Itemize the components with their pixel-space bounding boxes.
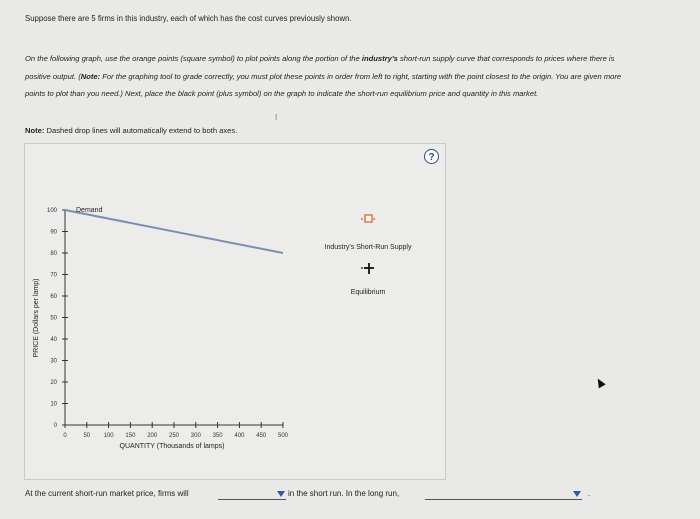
x-tick-label: 450 <box>256 433 267 439</box>
demand-series[interactable] <box>65 210 283 253</box>
x-tick-label: 400 <box>234 433 245 439</box>
instr-part1: On the following graph, use the orange points (square symbol) to plot points along the portion of the <box>25 54 362 63</box>
firms-will-dropdown[interactable] <box>218 489 286 500</box>
note-body: Dashed drop lines will automatically extend to both axes. <box>44 126 238 135</box>
bottom-sentence <box>25 489 189 498</box>
x-tick-label: 500 <box>277 433 289 439</box>
y-tick-label: 80 <box>50 251 57 257</box>
instr-part3: For the graphing tool to grade correctly, you must plot these points in order from left to right, starting with the point closest to the origin. You are given more points to plot than you need.) Next, place the black point (plus symbol) on the graph to indicate the short-run equilibrium price and quantity in this market. <box>25 71 622 98</box>
y-tick-label: 10 <box>50 401 57 408</box>
equilibrium-legend-label: Equilibrium <box>350 289 386 296</box>
supply-tool-icon[interactable] <box>361 215 376 222</box>
instr-bold-industry: industry's <box>361 54 398 63</box>
bottom-period: . <box>588 489 591 498</box>
chevron-down-icon <box>277 491 285 497</box>
y-tick-label: 90 <box>50 229 57 236</box>
chevron-down-icon <box>573 491 581 497</box>
y-tick-label: 70 <box>50 272 57 279</box>
x-tick-label: 100 <box>103 433 114 439</box>
demand-curve[interactable] <box>65 210 283 253</box>
equilibrium-tool-icon[interactable] <box>361 263 374 274</box>
y-tick-label: 50 <box>50 315 57 322</box>
x-tick-label: 250 <box>168 433 180 439</box>
note-label: Note: <box>25 126 45 135</box>
x-tick-label: 200 <box>147 433 158 439</box>
y-tick-label: 0 <box>53 423 57 429</box>
text-cursor-icon: I <box>275 113 278 122</box>
instr-part2: short-run supply curve that corresponds to prices where there is positive output. ( <box>25 54 615 81</box>
x-tick-label: 300 <box>190 433 201 439</box>
y-tick-label: 30 <box>50 358 57 365</box>
x-tick-label: 0 <box>63 433 67 439</box>
intro-text: Suppose there are 5 firms in this industry, each of which has the cost curves previously shown. <box>25 14 352 23</box>
help-icon[interactable]: ? <box>424 149 439 164</box>
bottom-text-1: At the current short-run market price, firms will <box>25 489 189 498</box>
x-tick-label: 350 <box>212 433 223 439</box>
y-tick-label: 20 <box>50 380 57 386</box>
demand-label: Demand <box>76 207 103 214</box>
y-tick-label: 40 <box>50 337 57 343</box>
graph-axes <box>65 210 283 425</box>
x-axis-label: QUANTITY (Thousands of lamps) <box>119 443 225 450</box>
y-tick-label: 100 <box>46 208 57 214</box>
x-tick-label: 50 <box>83 433 91 439</box>
x-tick-label: 150 <box>125 433 136 439</box>
supply-legend-label: Industry's Short-Run Supply <box>324 244 412 251</box>
bottom-text-2: in the short run. In the long run, <box>288 489 400 498</box>
y-axis-label: PRICE (Dollars per lamp) <box>33 278 40 358</box>
y-tick-label: 60 <box>50 294 57 300</box>
instr-bold-note: Note: <box>80 71 101 81</box>
long-run-dropdown[interactable] <box>425 489 582 500</box>
